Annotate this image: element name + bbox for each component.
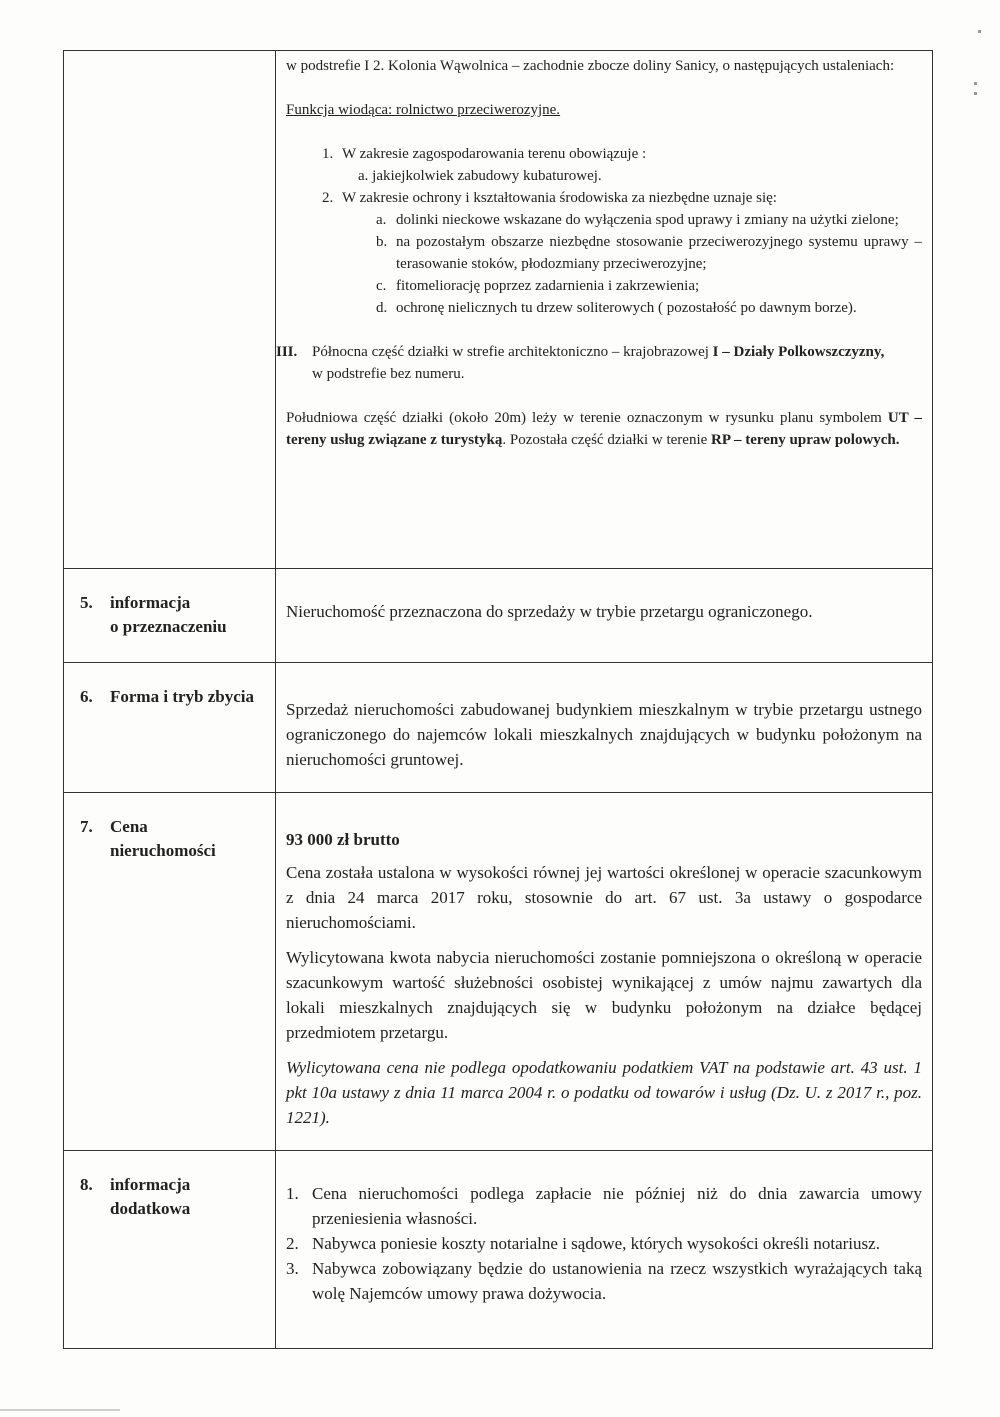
table-row-4-continuation <box>64 51 933 569</box>
table-row-5 <box>64 569 933 663</box>
content-cell <box>276 793 933 1151</box>
list-item: d. ochronę nielicznych tu drzew soliterowych ( pozostałość po dawnym borze). <box>376 300 857 316</box>
table-row-8 <box>64 1151 933 1349</box>
leading-function: Funkcja wiodąca: rolnictwo przeciwerozyjne. <box>286 102 561 118</box>
environment-rules-list <box>286 209 922 319</box>
scan-mark <box>978 30 981 33</box>
price-value: 93 000 zł brutto <box>286 830 400 849</box>
zoning-intro: w podstrefie I 2. Kolonia Wąwolnica – zachodnie zbocze doliny Sanicy, o następujących ustaleniach: <box>286 58 895 74</box>
table-row-6 <box>64 663 933 793</box>
south-part-paragraph: Południowa część działki (około 20m) leży w terenie oznaczonym w rysunku planu symbolem UT – tereny usług związane z turystyką. Pozostała część działki w terenie RP – tereny upraw polowych. <box>286 410 922 448</box>
scan-mark <box>974 92 977 95</box>
sale-form-text: Sprzedaż nieruchomości zabudowanej budynkiem mieszkalnym w trybie przetargu ustnego ograniczonego do najemców lokali mieszkalnych znajdujących w budynku położonym na nieruchomości gruntowej. <box>286 700 922 769</box>
zoning-rules-list <box>286 143 922 209</box>
property-info-table <box>63 50 933 1349</box>
scan-mark <box>0 1409 120 1411</box>
label-cell: 8. informacja dodatkowa <box>64 1151 276 1349</box>
additional-info-list <box>286 1181 922 1306</box>
list-item: 1. Cena nieruchomości podlega zapłacie nie później niż do dnia zawarcia umowy przeniesienia własności. <box>286 1184 922 1228</box>
list-item: 1. W zakresie zagospodarowania terenu obowiązuje : <box>322 146 647 162</box>
label-cell: 6. Forma i tryb zbycia <box>64 663 276 793</box>
list-item: b. na pozostałym obszarze niezbędne stosowanie przeciwerozyjnego systemu uprawy – terasowanie stoków, płodozmiany przeciwerozyjne; <box>376 234 922 272</box>
designation-text: Nieruchomość przeznaczona do sprzedaży w trybie przetargu ograniczonego. <box>286 602 813 621</box>
list-item: a. jakiejkolwiek zabudowy kubaturowej. <box>358 168 602 184</box>
list-item: 2. W zakresie ochrony i kształtowania środowiska za niezbędne uznaje się: <box>322 190 777 206</box>
label-cell-empty <box>64 51 276 569</box>
list-item: a. dolinki nieckowe wskazane do wyłączenia spod uprawy i zmiany na użytki zielone; <box>376 212 899 228</box>
list-item: c. fitomeliorację poprzez zadarnienia i zakrzewienia; <box>376 278 700 294</box>
scan-mark <box>974 82 977 85</box>
content-cell <box>276 1151 933 1349</box>
list-item: 2. Nabywca poniesie koszty notarialne i sądowe, których wysokości określi notariusz. <box>286 1234 880 1253</box>
label-cell: 5. informacja o przeznaczeniu <box>64 569 276 663</box>
zone-three-block: III. Północna część działki w strefie architektoniczno – krajobrazowej I – Działy Polkowszczyzny, w podstrefie bez numeru. <box>276 344 885 382</box>
content-cell <box>276 569 933 663</box>
content-cell-zoning <box>276 51 933 569</box>
price-paragraph-3: Wylicytowana cena nie podlega opodatkowaniu podatkiem VAT na podstawie art. 43 ust. 1 pkt 10a ustawy z dnia 11 marca 2004 r. o podatku od towarów i usług (Dz. U. z 2017 r., poz. 1221). <box>286 1058 922 1127</box>
price-paragraph-1: Cena została ustalona w wysokości równej jej wartości określonej w operacie szacunkowym z dnia 24 marca 2017 roku, stosownie do art. 67 ust. 3a ustawy o gospodarce nieruchomościami. <box>286 863 922 932</box>
label-cell: 7. Cena nieruchomości <box>64 793 276 1151</box>
price-paragraph-2: Wylicytowana kwota nabycia nieruchomości zostanie pomniejszona o określoną w operacie szacunkowym wartość służebności osobistej wynikającej z umów najmu zawartych dla lokali mieszkalnych znajdujących się w budynku położonym na działce będącej przedmiotem przetargu. <box>286 948 922 1042</box>
list-item: 3. Nabywca zobowiązany będzie do ustanowienia na rzecz wszystkich wyrażających taką wolę Najemców umowy prawa dożywocia. <box>286 1259 922 1303</box>
table-row-7 <box>64 793 933 1151</box>
content-cell <box>276 663 933 793</box>
